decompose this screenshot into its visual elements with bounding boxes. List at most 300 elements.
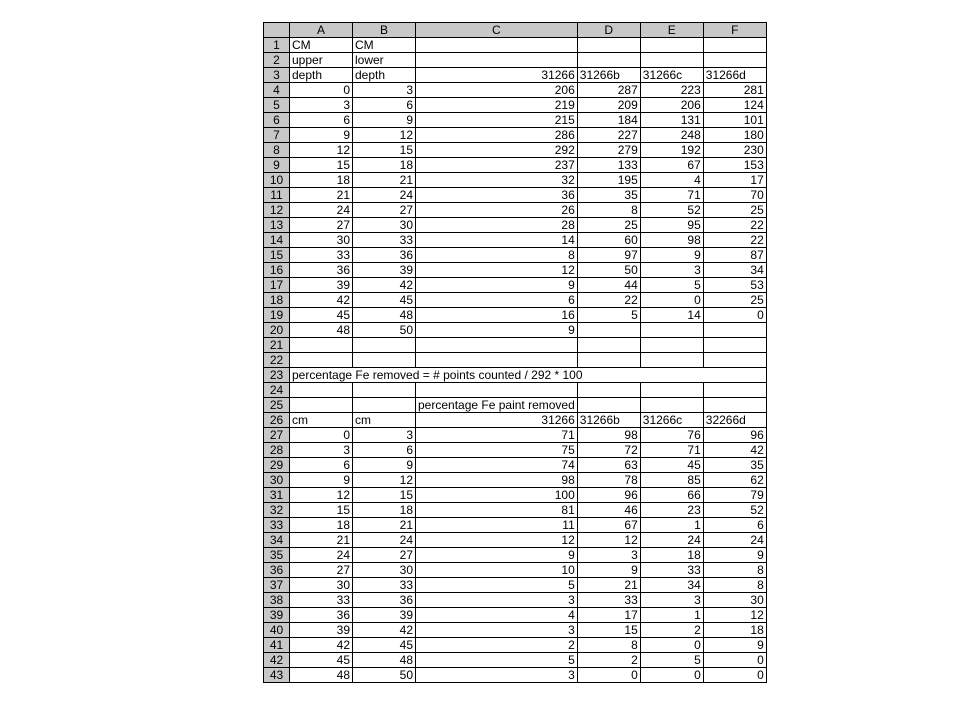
cell-c[interactable]: 74: [416, 458, 578, 473]
row-header[interactable]: 35: [264, 548, 290, 563]
cell-f[interactable]: 281: [703, 83, 766, 98]
row-header[interactable]: 37: [264, 578, 290, 593]
cell-e[interactable]: 0: [640, 293, 703, 308]
cell-d[interactable]: 72: [577, 443, 640, 458]
cell-f[interactable]: 180: [703, 128, 766, 143]
cell-a[interactable]: 15: [290, 158, 353, 173]
cell-c[interactable]: [416, 353, 578, 368]
cell-f[interactable]: 32266d: [703, 413, 766, 428]
cell-b[interactable]: 50: [353, 323, 416, 338]
column-header-b[interactable]: B: [353, 23, 416, 38]
cell-c[interactable]: 10: [416, 563, 578, 578]
cell-e[interactable]: 5: [640, 278, 703, 293]
cell-d[interactable]: 209: [577, 98, 640, 113]
cell-b[interactable]: 27: [353, 203, 416, 218]
cell-b[interactable]: 45: [353, 638, 416, 653]
cell-f[interactable]: 17: [703, 173, 766, 188]
cell-e[interactable]: 71: [640, 188, 703, 203]
cell-c[interactable]: percentage Fe paint removed: [416, 398, 578, 413]
row-header[interactable]: 34: [264, 533, 290, 548]
cell-d[interactable]: 195: [577, 173, 640, 188]
cell-d[interactable]: 98: [577, 428, 640, 443]
select-all-corner[interactable]: [264, 23, 290, 38]
cell-a[interactable]: 39: [290, 623, 353, 638]
cell-b[interactable]: 12: [353, 473, 416, 488]
cell-d[interactable]: 12: [577, 533, 640, 548]
cell-e[interactable]: 66: [640, 488, 703, 503]
cell-c[interactable]: 3: [416, 668, 578, 683]
row-header[interactable]: 39: [264, 608, 290, 623]
cell-f[interactable]: 25: [703, 293, 766, 308]
cell-a[interactable]: 9: [290, 473, 353, 488]
cell-e[interactable]: 5: [640, 653, 703, 668]
cell-e[interactable]: 76: [640, 428, 703, 443]
column-header-e[interactable]: E: [640, 23, 703, 38]
cell-c[interactable]: 81: [416, 503, 578, 518]
cell-c[interactable]: 3: [416, 593, 578, 608]
cell-b[interactable]: 48: [353, 653, 416, 668]
cell-f[interactable]: 79: [703, 488, 766, 503]
cell-f[interactable]: [703, 53, 766, 68]
cell-d[interactable]: [577, 38, 640, 53]
cell-e[interactable]: 85: [640, 473, 703, 488]
row-header[interactable]: 41: [264, 638, 290, 653]
cell-f[interactable]: 52: [703, 503, 766, 518]
cell-b[interactable]: 30: [353, 218, 416, 233]
cell-d[interactable]: 97: [577, 248, 640, 263]
row-header[interactable]: 38: [264, 593, 290, 608]
cell-d[interactable]: 8: [577, 203, 640, 218]
cell-c[interactable]: 12: [416, 533, 578, 548]
cell-b[interactable]: 45: [353, 293, 416, 308]
cell-f[interactable]: 53: [703, 278, 766, 293]
cell-a[interactable]: 30: [290, 578, 353, 593]
cell-c[interactable]: 71: [416, 428, 578, 443]
cell-c[interactable]: 215: [416, 113, 578, 128]
cell-a[interactable]: 6: [290, 458, 353, 473]
cell-b[interactable]: 21: [353, 173, 416, 188]
cell-f[interactable]: 96: [703, 428, 766, 443]
row-header[interactable]: 33: [264, 518, 290, 533]
cell-b[interactable]: 15: [353, 143, 416, 158]
cell-d[interactable]: 8: [577, 638, 640, 653]
cell-c[interactable]: 2: [416, 638, 578, 653]
row-header[interactable]: 30: [264, 473, 290, 488]
cell-b[interactable]: [353, 398, 416, 413]
cell-b[interactable]: 3: [353, 83, 416, 98]
cell-c[interactable]: 292: [416, 143, 578, 158]
row-header[interactable]: 19: [264, 308, 290, 323]
cell-d[interactable]: 133: [577, 158, 640, 173]
cell-a[interactable]: [290, 398, 353, 413]
cell-c[interactable]: 206: [416, 83, 578, 98]
row-header[interactable]: 42: [264, 653, 290, 668]
cell-b[interactable]: 36: [353, 593, 416, 608]
cell-f[interactable]: 9: [703, 638, 766, 653]
cell-b[interactable]: 30: [353, 563, 416, 578]
cell-c[interactable]: [416, 383, 578, 398]
cell-a[interactable]: 12: [290, 488, 353, 503]
cell-c[interactable]: 75: [416, 443, 578, 458]
cell-a[interactable]: 24: [290, 548, 353, 563]
cell-d[interactable]: 15: [577, 623, 640, 638]
cell-e[interactable]: 34: [640, 578, 703, 593]
cell-d[interactable]: 31266b: [577, 413, 640, 428]
cell-d[interactable]: 5: [577, 308, 640, 323]
row-header[interactable]: 12: [264, 203, 290, 218]
cell-c[interactable]: 31266: [416, 68, 578, 83]
cell-e[interactable]: 3: [640, 263, 703, 278]
cell-d[interactable]: 96: [577, 488, 640, 503]
cell-d[interactable]: 279: [577, 143, 640, 158]
cell-a[interactable]: 33: [290, 593, 353, 608]
cell-c[interactable]: 11: [416, 518, 578, 533]
cell-a[interactable]: 6: [290, 113, 353, 128]
cell-c[interactable]: 8: [416, 248, 578, 263]
row-header[interactable]: 5: [264, 98, 290, 113]
cell-d[interactable]: 0: [577, 668, 640, 683]
cell-f[interactable]: 87: [703, 248, 766, 263]
cell-b[interactable]: 6: [353, 98, 416, 113]
cell-f[interactable]: 35: [703, 458, 766, 473]
row-header[interactable]: 20: [264, 323, 290, 338]
cell-d[interactable]: 9: [577, 563, 640, 578]
cell-e[interactable]: 31266c: [640, 68, 703, 83]
cell-a[interactable]: depth: [290, 68, 353, 83]
column-header-d[interactable]: D: [577, 23, 640, 38]
cell-b[interactable]: CM: [353, 38, 416, 53]
cell-e[interactable]: 52: [640, 203, 703, 218]
cell-f[interactable]: 8: [703, 578, 766, 593]
cell-b[interactable]: 42: [353, 623, 416, 638]
cell-c[interactable]: 100: [416, 488, 578, 503]
cell-a[interactable]: upper: [290, 53, 353, 68]
cell-c[interactable]: 98: [416, 473, 578, 488]
cell-b[interactable]: 21: [353, 518, 416, 533]
cell-c[interactable]: 4: [416, 608, 578, 623]
cell-e[interactable]: 3: [640, 593, 703, 608]
row-header[interactable]: 8: [264, 143, 290, 158]
row-header[interactable]: 10: [264, 173, 290, 188]
cell-d[interactable]: 2: [577, 653, 640, 668]
cell-a[interactable]: 48: [290, 323, 353, 338]
row-header[interactable]: 14: [264, 233, 290, 248]
row-header[interactable]: 36: [264, 563, 290, 578]
cell-d[interactable]: 287: [577, 83, 640, 98]
row-header[interactable]: 17: [264, 278, 290, 293]
cell-d[interactable]: [577, 323, 640, 338]
cell-b[interactable]: 39: [353, 608, 416, 623]
cell-e[interactable]: 248: [640, 128, 703, 143]
cell-d[interactable]: [577, 398, 640, 413]
cell-c[interactable]: 14: [416, 233, 578, 248]
cell-f[interactable]: 0: [703, 653, 766, 668]
cell-b[interactable]: 18: [353, 158, 416, 173]
cell-f[interactable]: [703, 323, 766, 338]
cell-a[interactable]: 15: [290, 503, 353, 518]
cell-b[interactable]: 50: [353, 668, 416, 683]
cell-d[interactable]: 25: [577, 218, 640, 233]
cell-b[interactable]: 24: [353, 188, 416, 203]
cell-c[interactable]: 9: [416, 548, 578, 563]
cell-f[interactable]: 12: [703, 608, 766, 623]
cell-a[interactable]: 0: [290, 428, 353, 443]
cell-b[interactable]: 39: [353, 263, 416, 278]
cell-f[interactable]: 22: [703, 218, 766, 233]
cell-e[interactable]: [640, 353, 703, 368]
row-header[interactable]: 27: [264, 428, 290, 443]
cell-a[interactable]: 45: [290, 653, 353, 668]
cell-f[interactable]: 101: [703, 113, 766, 128]
cell-a[interactable]: 36: [290, 608, 353, 623]
row-header[interactable]: 7: [264, 128, 290, 143]
cell-e[interactable]: [640, 383, 703, 398]
cell-b[interactable]: 18: [353, 503, 416, 518]
row-header[interactable]: 3: [264, 68, 290, 83]
row-header[interactable]: 26: [264, 413, 290, 428]
row-header[interactable]: 23: [264, 368, 290, 383]
cell-e[interactable]: 71: [640, 443, 703, 458]
cell-e[interactable]: [640, 338, 703, 353]
cell-f[interactable]: 22: [703, 233, 766, 248]
row-header[interactable]: 43: [264, 668, 290, 683]
cell-e[interactable]: 24: [640, 533, 703, 548]
cell-d[interactable]: [577, 353, 640, 368]
cell-e[interactable]: 95: [640, 218, 703, 233]
row-header[interactable]: 15: [264, 248, 290, 263]
cell-c[interactable]: 12: [416, 263, 578, 278]
cell-f[interactable]: 70: [703, 188, 766, 203]
cell-d[interactable]: 60: [577, 233, 640, 248]
column-header-c[interactable]: C: [416, 23, 578, 38]
cell-e[interactable]: 131: [640, 113, 703, 128]
cell-a[interactable]: 21: [290, 188, 353, 203]
cell-f[interactable]: [703, 338, 766, 353]
row-header[interactable]: 2: [264, 53, 290, 68]
cell-d[interactable]: 21: [577, 578, 640, 593]
cell-b[interactable]: 24: [353, 533, 416, 548]
cell-c[interactable]: 6: [416, 293, 578, 308]
cell-b[interactable]: cm: [353, 413, 416, 428]
cell-f[interactable]: [703, 398, 766, 413]
cell-c[interactable]: 237: [416, 158, 578, 173]
cell-e[interactable]: 67: [640, 158, 703, 173]
cell-a[interactable]: [290, 383, 353, 398]
cell-e[interactable]: [640, 398, 703, 413]
column-header-f[interactable]: F: [703, 23, 766, 38]
cell-f[interactable]: 153: [703, 158, 766, 173]
cell-f[interactable]: 18: [703, 623, 766, 638]
row-header[interactable]: 22: [264, 353, 290, 368]
cell-f[interactable]: 25: [703, 203, 766, 218]
cell-e[interactable]: [640, 53, 703, 68]
cell-d[interactable]: 227: [577, 128, 640, 143]
cell-a[interactable]: cm: [290, 413, 353, 428]
cell-formula-note[interactable]: percentage Fe removed = # points counted / 292 * 100: [290, 368, 767, 383]
cell-b[interactable]: [353, 353, 416, 368]
cell-a[interactable]: 36: [290, 263, 353, 278]
cell-a[interactable]: 33: [290, 248, 353, 263]
cell-f[interactable]: [703, 383, 766, 398]
cell-d[interactable]: 22: [577, 293, 640, 308]
cell-e[interactable]: [640, 38, 703, 53]
row-header[interactable]: 29: [264, 458, 290, 473]
cell-b[interactable]: 33: [353, 233, 416, 248]
cell-b[interactable]: 48: [353, 308, 416, 323]
cell-c[interactable]: [416, 338, 578, 353]
cell-d[interactable]: [577, 338, 640, 353]
cell-e[interactable]: [640, 323, 703, 338]
row-header[interactable]: 18: [264, 293, 290, 308]
cell-d[interactable]: [577, 53, 640, 68]
cell-e[interactable]: 223: [640, 83, 703, 98]
cell-e[interactable]: 14: [640, 308, 703, 323]
cell-b[interactable]: 15: [353, 488, 416, 503]
cell-c[interactable]: 31266: [416, 413, 578, 428]
cell-c[interactable]: 219: [416, 98, 578, 113]
cell-d[interactable]: 3: [577, 548, 640, 563]
cell-e[interactable]: 0: [640, 668, 703, 683]
cell-c[interactable]: 26: [416, 203, 578, 218]
row-header[interactable]: 9: [264, 158, 290, 173]
cell-a[interactable]: 27: [290, 218, 353, 233]
cell-f[interactable]: 30: [703, 593, 766, 608]
cell-b[interactable]: 42: [353, 278, 416, 293]
cell-e[interactable]: 1: [640, 608, 703, 623]
cell-b[interactable]: 9: [353, 113, 416, 128]
cell-e[interactable]: 45: [640, 458, 703, 473]
cell-e[interactable]: 1: [640, 518, 703, 533]
cell-f[interactable]: 6: [703, 518, 766, 533]
cell-c[interactable]: 9: [416, 278, 578, 293]
row-header[interactable]: 32: [264, 503, 290, 518]
cell-d[interactable]: 46: [577, 503, 640, 518]
cell-f[interactable]: [703, 353, 766, 368]
cell-c[interactable]: 5: [416, 578, 578, 593]
row-header[interactable]: 1: [264, 38, 290, 53]
cell-d[interactable]: 33: [577, 593, 640, 608]
cell-c[interactable]: 32: [416, 173, 578, 188]
cell-e[interactable]: 33: [640, 563, 703, 578]
row-header[interactable]: 31: [264, 488, 290, 503]
cell-c[interactable]: [416, 53, 578, 68]
cell-c[interactable]: 9: [416, 323, 578, 338]
cell-d[interactable]: 17: [577, 608, 640, 623]
cell-a[interactable]: 24: [290, 203, 353, 218]
column-header-a[interactable]: A: [290, 23, 353, 38]
row-header[interactable]: 4: [264, 83, 290, 98]
cell-e[interactable]: 23: [640, 503, 703, 518]
cell-d[interactable]: 31266b: [577, 68, 640, 83]
cell-c[interactable]: [416, 38, 578, 53]
row-header[interactable]: 13: [264, 218, 290, 233]
cell-c[interactable]: 28: [416, 218, 578, 233]
cell-f[interactable]: [703, 38, 766, 53]
cell-d[interactable]: 50: [577, 263, 640, 278]
cell-b[interactable]: [353, 338, 416, 353]
cell-b[interactable]: 6: [353, 443, 416, 458]
row-header[interactable]: 21: [264, 338, 290, 353]
cell-f[interactable]: 42: [703, 443, 766, 458]
cell-f[interactable]: 62: [703, 473, 766, 488]
row-header[interactable]: 6: [264, 113, 290, 128]
cell-b[interactable]: 33: [353, 578, 416, 593]
cell-e[interactable]: 31266c: [640, 413, 703, 428]
cell-a[interactable]: 42: [290, 638, 353, 653]
cell-d[interactable]: 67: [577, 518, 640, 533]
cell-a[interactable]: [290, 353, 353, 368]
cell-c[interactable]: 36: [416, 188, 578, 203]
cell-a[interactable]: 18: [290, 173, 353, 188]
cell-e[interactable]: 206: [640, 98, 703, 113]
row-header[interactable]: 16: [264, 263, 290, 278]
cell-a[interactable]: 27: [290, 563, 353, 578]
cell-e[interactable]: 98: [640, 233, 703, 248]
cell-a[interactable]: 12: [290, 143, 353, 158]
cell-a[interactable]: 45: [290, 308, 353, 323]
cell-f[interactable]: 31266d: [703, 68, 766, 83]
cell-e[interactable]: 18: [640, 548, 703, 563]
cell-a[interactable]: 0: [290, 83, 353, 98]
row-header[interactable]: 11: [264, 188, 290, 203]
cell-a[interactable]: 48: [290, 668, 353, 683]
cell-b[interactable]: 27: [353, 548, 416, 563]
cell-a[interactable]: 3: [290, 98, 353, 113]
cell-e[interactable]: 9: [640, 248, 703, 263]
cell-a[interactable]: CM: [290, 38, 353, 53]
cell-b[interactable]: lower: [353, 53, 416, 68]
cell-d[interactable]: 184: [577, 113, 640, 128]
cell-a[interactable]: 3: [290, 443, 353, 458]
cell-e[interactable]: 4: [640, 173, 703, 188]
cell-b[interactable]: [353, 383, 416, 398]
cell-a[interactable]: 42: [290, 293, 353, 308]
cell-a[interactable]: 30: [290, 233, 353, 248]
cell-f[interactable]: 8: [703, 563, 766, 578]
cell-f[interactable]: 34: [703, 263, 766, 278]
cell-a[interactable]: 39: [290, 278, 353, 293]
cell-f[interactable]: 0: [703, 668, 766, 683]
cell-f[interactable]: 24: [703, 533, 766, 548]
cell-a[interactable]: 21: [290, 533, 353, 548]
cell-f[interactable]: 0: [703, 308, 766, 323]
cell-d[interactable]: 44: [577, 278, 640, 293]
cell-e[interactable]: 2: [640, 623, 703, 638]
cell-c[interactable]: 3: [416, 623, 578, 638]
cell-c[interactable]: 5: [416, 653, 578, 668]
cell-d[interactable]: 78: [577, 473, 640, 488]
cell-a[interactable]: 9: [290, 128, 353, 143]
cell-a[interactable]: 18: [290, 518, 353, 533]
cell-e[interactable]: 0: [640, 638, 703, 653]
cell-b[interactable]: 9: [353, 458, 416, 473]
cell-b[interactable]: depth: [353, 68, 416, 83]
cell-c[interactable]: 16: [416, 308, 578, 323]
cell-f[interactable]: 124: [703, 98, 766, 113]
cell-a[interactable]: [290, 338, 353, 353]
row-header[interactable]: 24: [264, 383, 290, 398]
row-header[interactable]: 28: [264, 443, 290, 458]
cell-b[interactable]: 3: [353, 428, 416, 443]
row-header[interactable]: 40: [264, 623, 290, 638]
cell-d[interactable]: [577, 383, 640, 398]
cell-f[interactable]: 9: [703, 548, 766, 563]
cell-d[interactable]: 63: [577, 458, 640, 473]
cell-e[interactable]: 192: [640, 143, 703, 158]
cell-b[interactable]: 12: [353, 128, 416, 143]
cell-b[interactable]: 36: [353, 248, 416, 263]
cell-c[interactable]: 286: [416, 128, 578, 143]
